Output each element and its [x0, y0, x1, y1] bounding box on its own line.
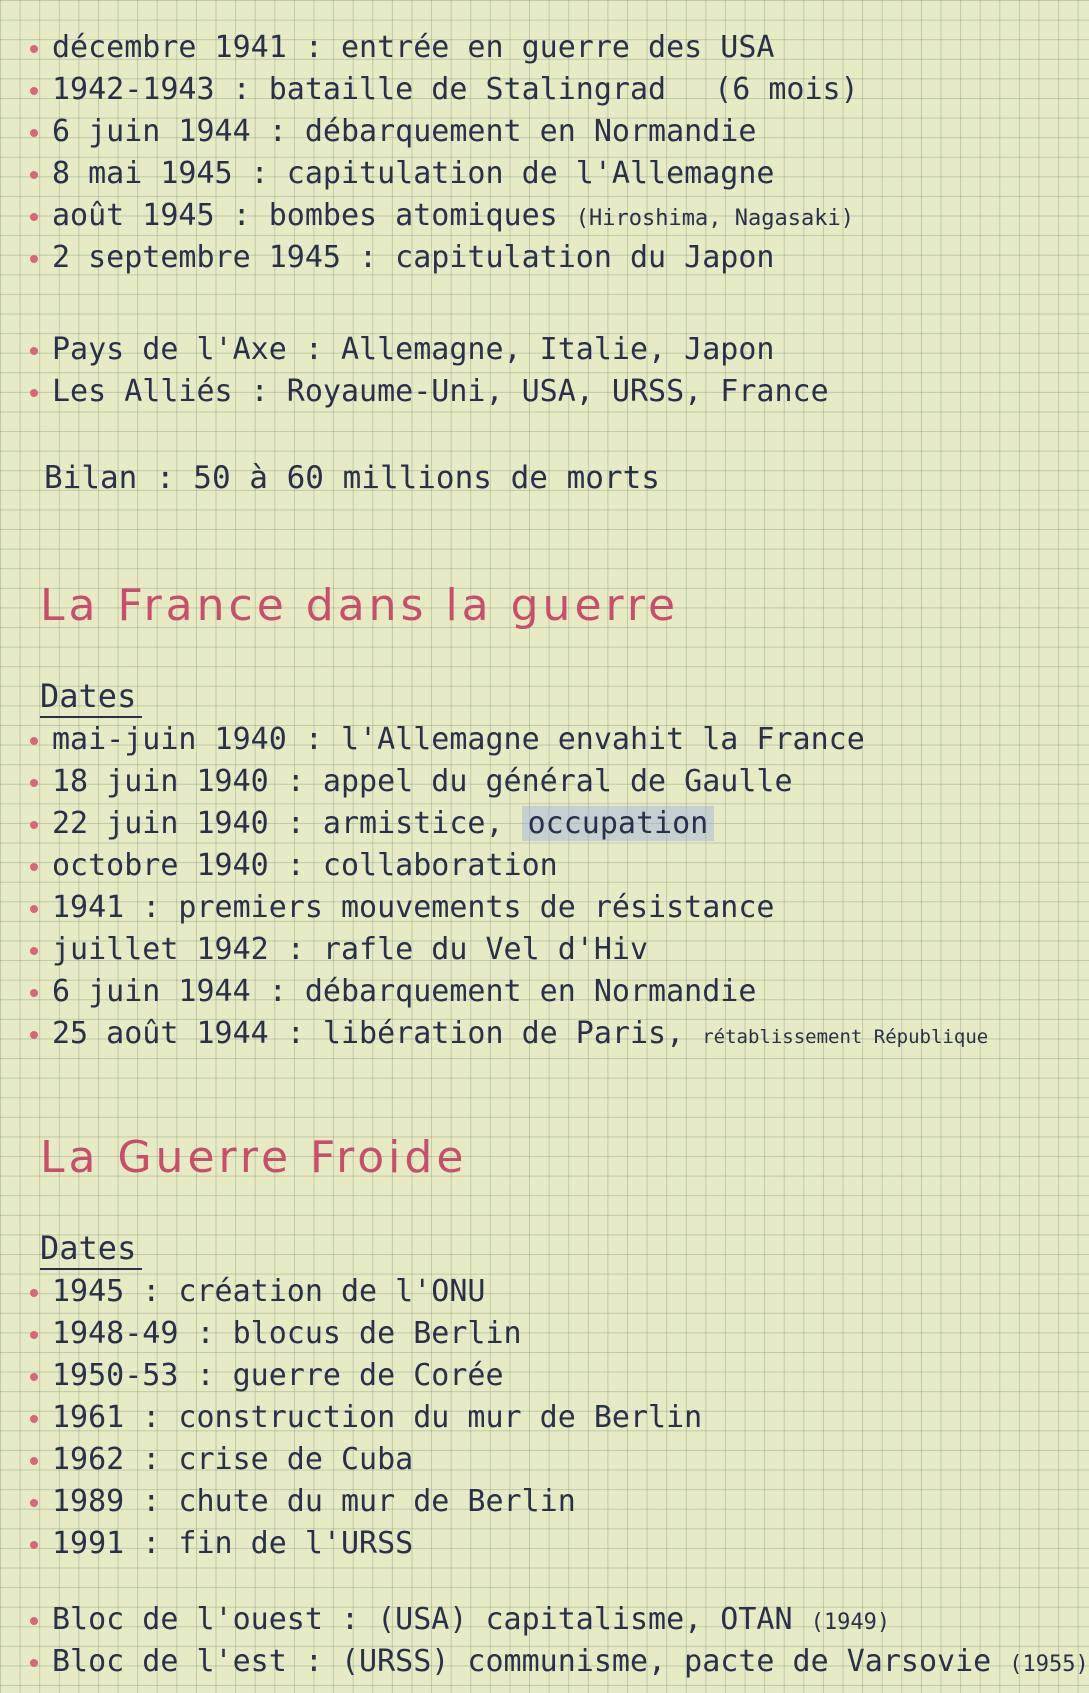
bullet-dot — [30, 947, 38, 955]
event-note: (Hiroshima, Nagasaki) — [575, 206, 854, 231]
bullet-dot — [30, 389, 38, 397]
date-text: 1961 : construction du mur de Berlin — [52, 1400, 703, 1435]
date-text: 1991 : fin de l'URSS — [52, 1526, 414, 1561]
bullet-dot — [30, 1659, 38, 1667]
bloc-note: (1955) — [1009, 1652, 1089, 1677]
belligerent-text: Les Alliés : Royaume-Uni, USA, URSS, France — [52, 374, 829, 409]
date-text: juillet 1942 : rafle du Vel d'Hiv — [52, 932, 649, 967]
bullet-dot — [30, 1031, 38, 1039]
dates-label: Dates — [40, 1228, 142, 1270]
bullet-dot — [30, 347, 38, 355]
date-text: 6 juin 1944 : débarquement en Normandie — [52, 974, 757, 1009]
bullet-dot — [30, 737, 38, 745]
bullet-dot — [30, 1617, 38, 1625]
france-date-row — [22, 972, 1072, 1012]
date-tail: rétablissement République — [702, 1026, 989, 1048]
event-text: décembre 1941 : entrée en guerre des USA — [52, 30, 775, 65]
date-text: 22 juin 1940 : armistice, — [52, 806, 504, 841]
ww2-event-row — [22, 196, 1072, 236]
event-text: août 1945 : bombes atomiques — [52, 198, 558, 233]
cold-war-date-row — [22, 1482, 1072, 1522]
france-date-row — [22, 888, 1072, 928]
bloc-note: (1949) — [810, 1610, 891, 1635]
date-text: 1948-49 : blocus de Berlin — [52, 1316, 522, 1351]
cold-war-date-row — [22, 1272, 1072, 1312]
cold-war-date-row — [22, 1398, 1072, 1438]
bilan-text: Bilan : 50 à 60 millions de morts — [44, 460, 660, 496]
bullet-dot — [30, 87, 38, 95]
france-date-row — [22, 804, 1072, 844]
france-date-row — [22, 846, 1072, 886]
cold-war-date-row — [22, 1440, 1072, 1480]
ww2-event-row — [22, 70, 1072, 110]
bloc-row — [22, 1642, 1089, 1682]
event-text: 6 juin 1944 : débarquement en Normandie — [52, 114, 757, 149]
bloc-text: Bloc de l'est : (URSS) communisme, pacte de Varsovie — [52, 1644, 992, 1679]
ww2-event-row — [22, 154, 1072, 194]
cold-war-date-row — [22, 1314, 1072, 1354]
dates-label: Dates — [40, 676, 142, 718]
event-text: 1942-1943 : bataille de Stalingrad — [52, 72, 667, 107]
bloc-row — [22, 1600, 1072, 1640]
section-heading-cold-war: La Guerre Froide — [40, 1132, 468, 1183]
bullet-dot — [30, 255, 38, 263]
bullet-dot — [30, 213, 38, 221]
france-date-row — [22, 720, 1072, 760]
date-text: octobre 1940 : collaboration — [52, 848, 558, 883]
cold-war-date-row — [22, 1524, 1072, 1564]
france-date-row — [22, 762, 1072, 802]
bullet-dot — [30, 1457, 38, 1465]
bullet-dot — [30, 1541, 38, 1549]
cold-war-date-row — [22, 1356, 1072, 1396]
france-date-row — [22, 930, 1072, 970]
highlighted-word: occupation — [522, 806, 715, 841]
date-text: 1941 : premiers mouvements de résistance — [52, 890, 775, 925]
event-text: 8 mai 1945 : capitulation de l'Allemagne — [52, 156, 775, 191]
bullet-dot — [30, 989, 38, 997]
bullet-dot — [30, 905, 38, 913]
bullet-dot — [30, 1289, 38, 1297]
bullet-dot — [30, 45, 38, 53]
ww2-event-row — [22, 28, 1072, 68]
bullet-dot — [30, 863, 38, 871]
bullet-dot — [30, 1373, 38, 1381]
bullet-dot — [30, 821, 38, 829]
belligerent-row — [22, 330, 1072, 370]
date-text: mai-juin 1940 : l'Allemagne envahit la France — [52, 722, 865, 757]
date-text: 1989 : chute du mur de Berlin — [52, 1484, 576, 1519]
date-text: 25 août 1944 : libération de Paris, — [52, 1016, 685, 1051]
bullet-dot — [30, 129, 38, 137]
date-text: 1945 : création de l'ONU — [52, 1274, 486, 1309]
bloc-text: Bloc de l'ouest : (USA) capitalisme, OTAN — [52, 1602, 793, 1637]
belligerent-row — [22, 372, 1072, 412]
bullet-dot — [30, 171, 38, 179]
ww2-event-row — [22, 112, 1072, 152]
bullet-dot — [30, 779, 38, 787]
date-text: 1950-53 : guerre de Corée — [52, 1358, 504, 1393]
event-text: 2 septembre 1945 : capitulation du Japon — [52, 240, 775, 275]
belligerent-text: Pays de l'Axe : Allemagne, Italie, Japon — [52, 332, 775, 367]
bullet-dot — [30, 1415, 38, 1423]
france-date-row — [22, 1014, 1072, 1054]
ww2-event-row — [22, 238, 1072, 278]
event-note: (6 mois) — [714, 72, 859, 107]
date-text: 18 juin 1940 : appel du général de Gaulle — [52, 764, 793, 799]
bullet-dot — [30, 1499, 38, 1507]
section-heading-france: La France dans la guerre — [40, 580, 680, 631]
bullet-dot — [30, 1331, 38, 1339]
date-text: 1962 : crise de Cuba — [52, 1442, 414, 1477]
